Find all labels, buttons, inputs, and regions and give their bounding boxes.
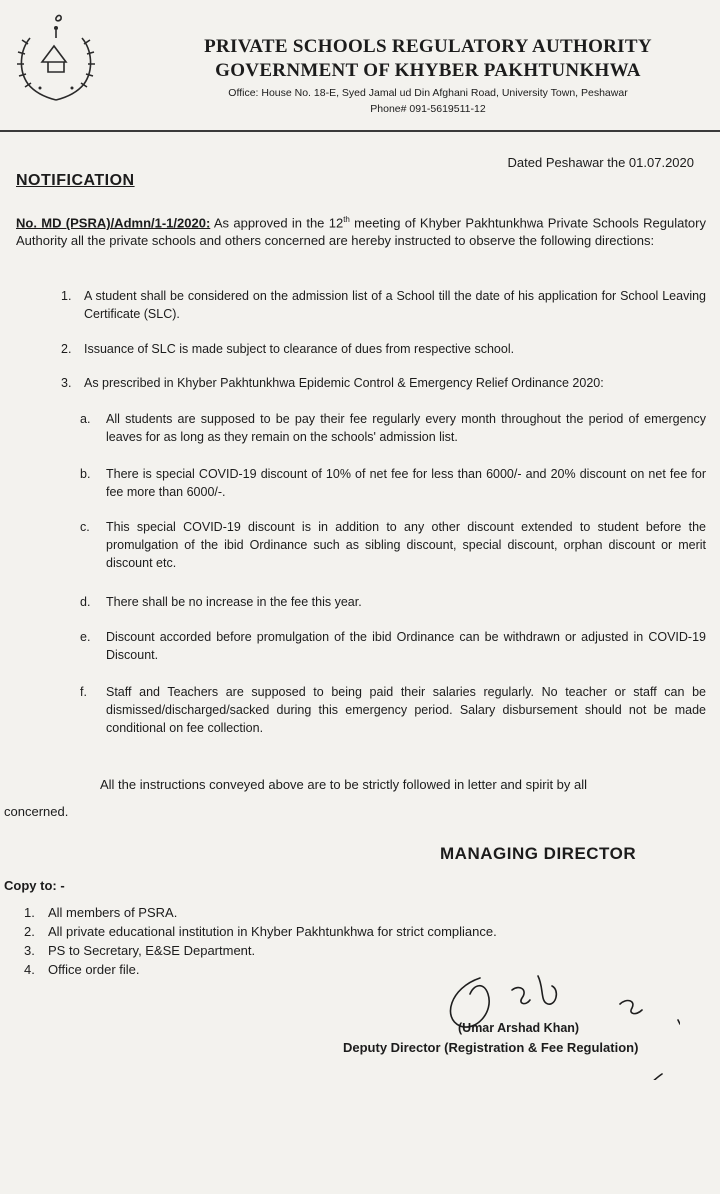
copy-to-list (24, 903, 497, 979)
reference-number: No. MD (PSRA)/Admn/1-1/2020: (16, 215, 211, 231)
sub-direction-letter: b. (80, 467, 91, 481)
sub-direction-text: All students are supposed to be pay their fee regularly every month throughout the period of emergency leaves for as long as they remain on the schools' admission list. (106, 412, 706, 444)
copy-to-text: All members of PSRA. (48, 905, 178, 920)
sub-direction-letter: e. (80, 630, 91, 644)
sub-direction-item (80, 465, 706, 501)
direction-text: A student shall be considered on the admission list of a School till the date of his application for School Leaving Certificate (SLC). (84, 289, 706, 321)
managing-director-title: MANAGING DIRECTOR (440, 844, 637, 863)
copy-to-text: All private educational institution in Khyber Pakhtunkhwa for strict compliance. (48, 924, 497, 939)
notification-date: Dated Peshawar the 01.07.2020 (507, 155, 694, 170)
copy-to-number: 4. (24, 962, 35, 977)
sub-direction-item (80, 518, 706, 572)
notification-heading: NOTIFICATION (16, 172, 135, 189)
sub-direction-item (80, 593, 706, 611)
closing-statement-end: concerned. (4, 804, 69, 819)
sub-direction-letter: c. (80, 520, 90, 534)
sub-direction-text: Staff and Teachers are supposed to being paid their salaries regularly. No teacher or staff can be dismissed/discharged/sacked during this emergency period. Salary disbursement should not be made conditional on fee collection. (106, 685, 706, 735)
intro-text-end: meeting of Khyber Pakhtunkhwa Private Schools Regulatory Authority all the private schools and others concerned are hereby instructed to observe the following directions: (16, 215, 706, 249)
intro-paragraph (16, 211, 706, 250)
direction-item (61, 340, 706, 358)
office-address: Office: House No. 18-E, Syed Jamal ud Din Afghani Road, University Town, Peshawar (228, 87, 628, 99)
header-divider (0, 130, 720, 132)
sub-direction-item (80, 410, 706, 446)
intro-text-start: As approved in the 12 (210, 215, 344, 231)
direction-text: As prescribed in Khyber Pakhtunkhwa Epidemic Control & Emergency Relief Ordinance 2020: (84, 376, 604, 390)
direction-number: 1. (61, 289, 72, 303)
copy-to-item (24, 941, 497, 960)
sub-direction-letter: a. (80, 412, 91, 426)
copy-to-item (24, 960, 497, 979)
signer-designation: Deputy Director (Registration & Fee Regulation) (343, 1040, 639, 1055)
closing-statement: All the instructions conveyed above are to be strictly followed in letter and spirit by all (100, 777, 588, 792)
copy-to-heading: Copy to: - (4, 878, 65, 893)
kp-emblem-logo (6, 10, 106, 110)
copy-to-item (24, 922, 497, 941)
direction-item (61, 374, 706, 392)
authority-title: PRIVATE SCHOOLS REGULATORY AUTHORITY (204, 36, 652, 57)
sub-direction-text: There shall be no increase in the fee this year. (106, 595, 362, 609)
sub-direction-text: Discount accorded before promulgation of the ibid Ordinance can be withdrawn or adjusted in COVID-19 Discount. (106, 630, 706, 662)
government-title: GOVERNMENT OF KHYBER PAKHTUNKHWA (215, 60, 641, 81)
handwritten-signature (440, 960, 680, 1080)
sub-direction-item (80, 683, 706, 737)
direction-number: 3. (61, 376, 72, 390)
direction-text: Issuance of SLC is made subject to clearance of dues from respective school. (84, 342, 515, 356)
sub-direction-item (80, 628, 706, 664)
sub-direction-letter: d. (80, 595, 91, 609)
direction-number: 2. (61, 342, 72, 356)
sub-direction-text: This special COVID-19 discount is in addition to any other discount extended to student before the promulgation of the ibid Ordinance such as sibling discount, special discount, orphan discount or merit discount etc. (106, 520, 706, 570)
copy-to-item (24, 903, 497, 922)
office-phone: Phone# 091-5619511-12 (370, 103, 486, 115)
copy-to-text: Office order file. (48, 962, 140, 977)
sub-direction-text: There is special COVID-19 discount of 10% of net fee for less than 6000/- and 20% discount on net fee for fee more than 6000/-. (106, 467, 706, 499)
signer-name: (Umar Arshad Khan) (458, 1021, 580, 1035)
copy-to-number: 3. (24, 943, 35, 958)
sub-direction-letter: f. (80, 685, 87, 699)
direction-item (61, 287, 706, 323)
copy-to-number: 2. (24, 924, 35, 939)
intro-ordinal: th (343, 215, 350, 224)
copy-to-number: 1. (24, 905, 35, 920)
copy-to-text: PS to Secretary, E&SE Department. (48, 943, 256, 958)
